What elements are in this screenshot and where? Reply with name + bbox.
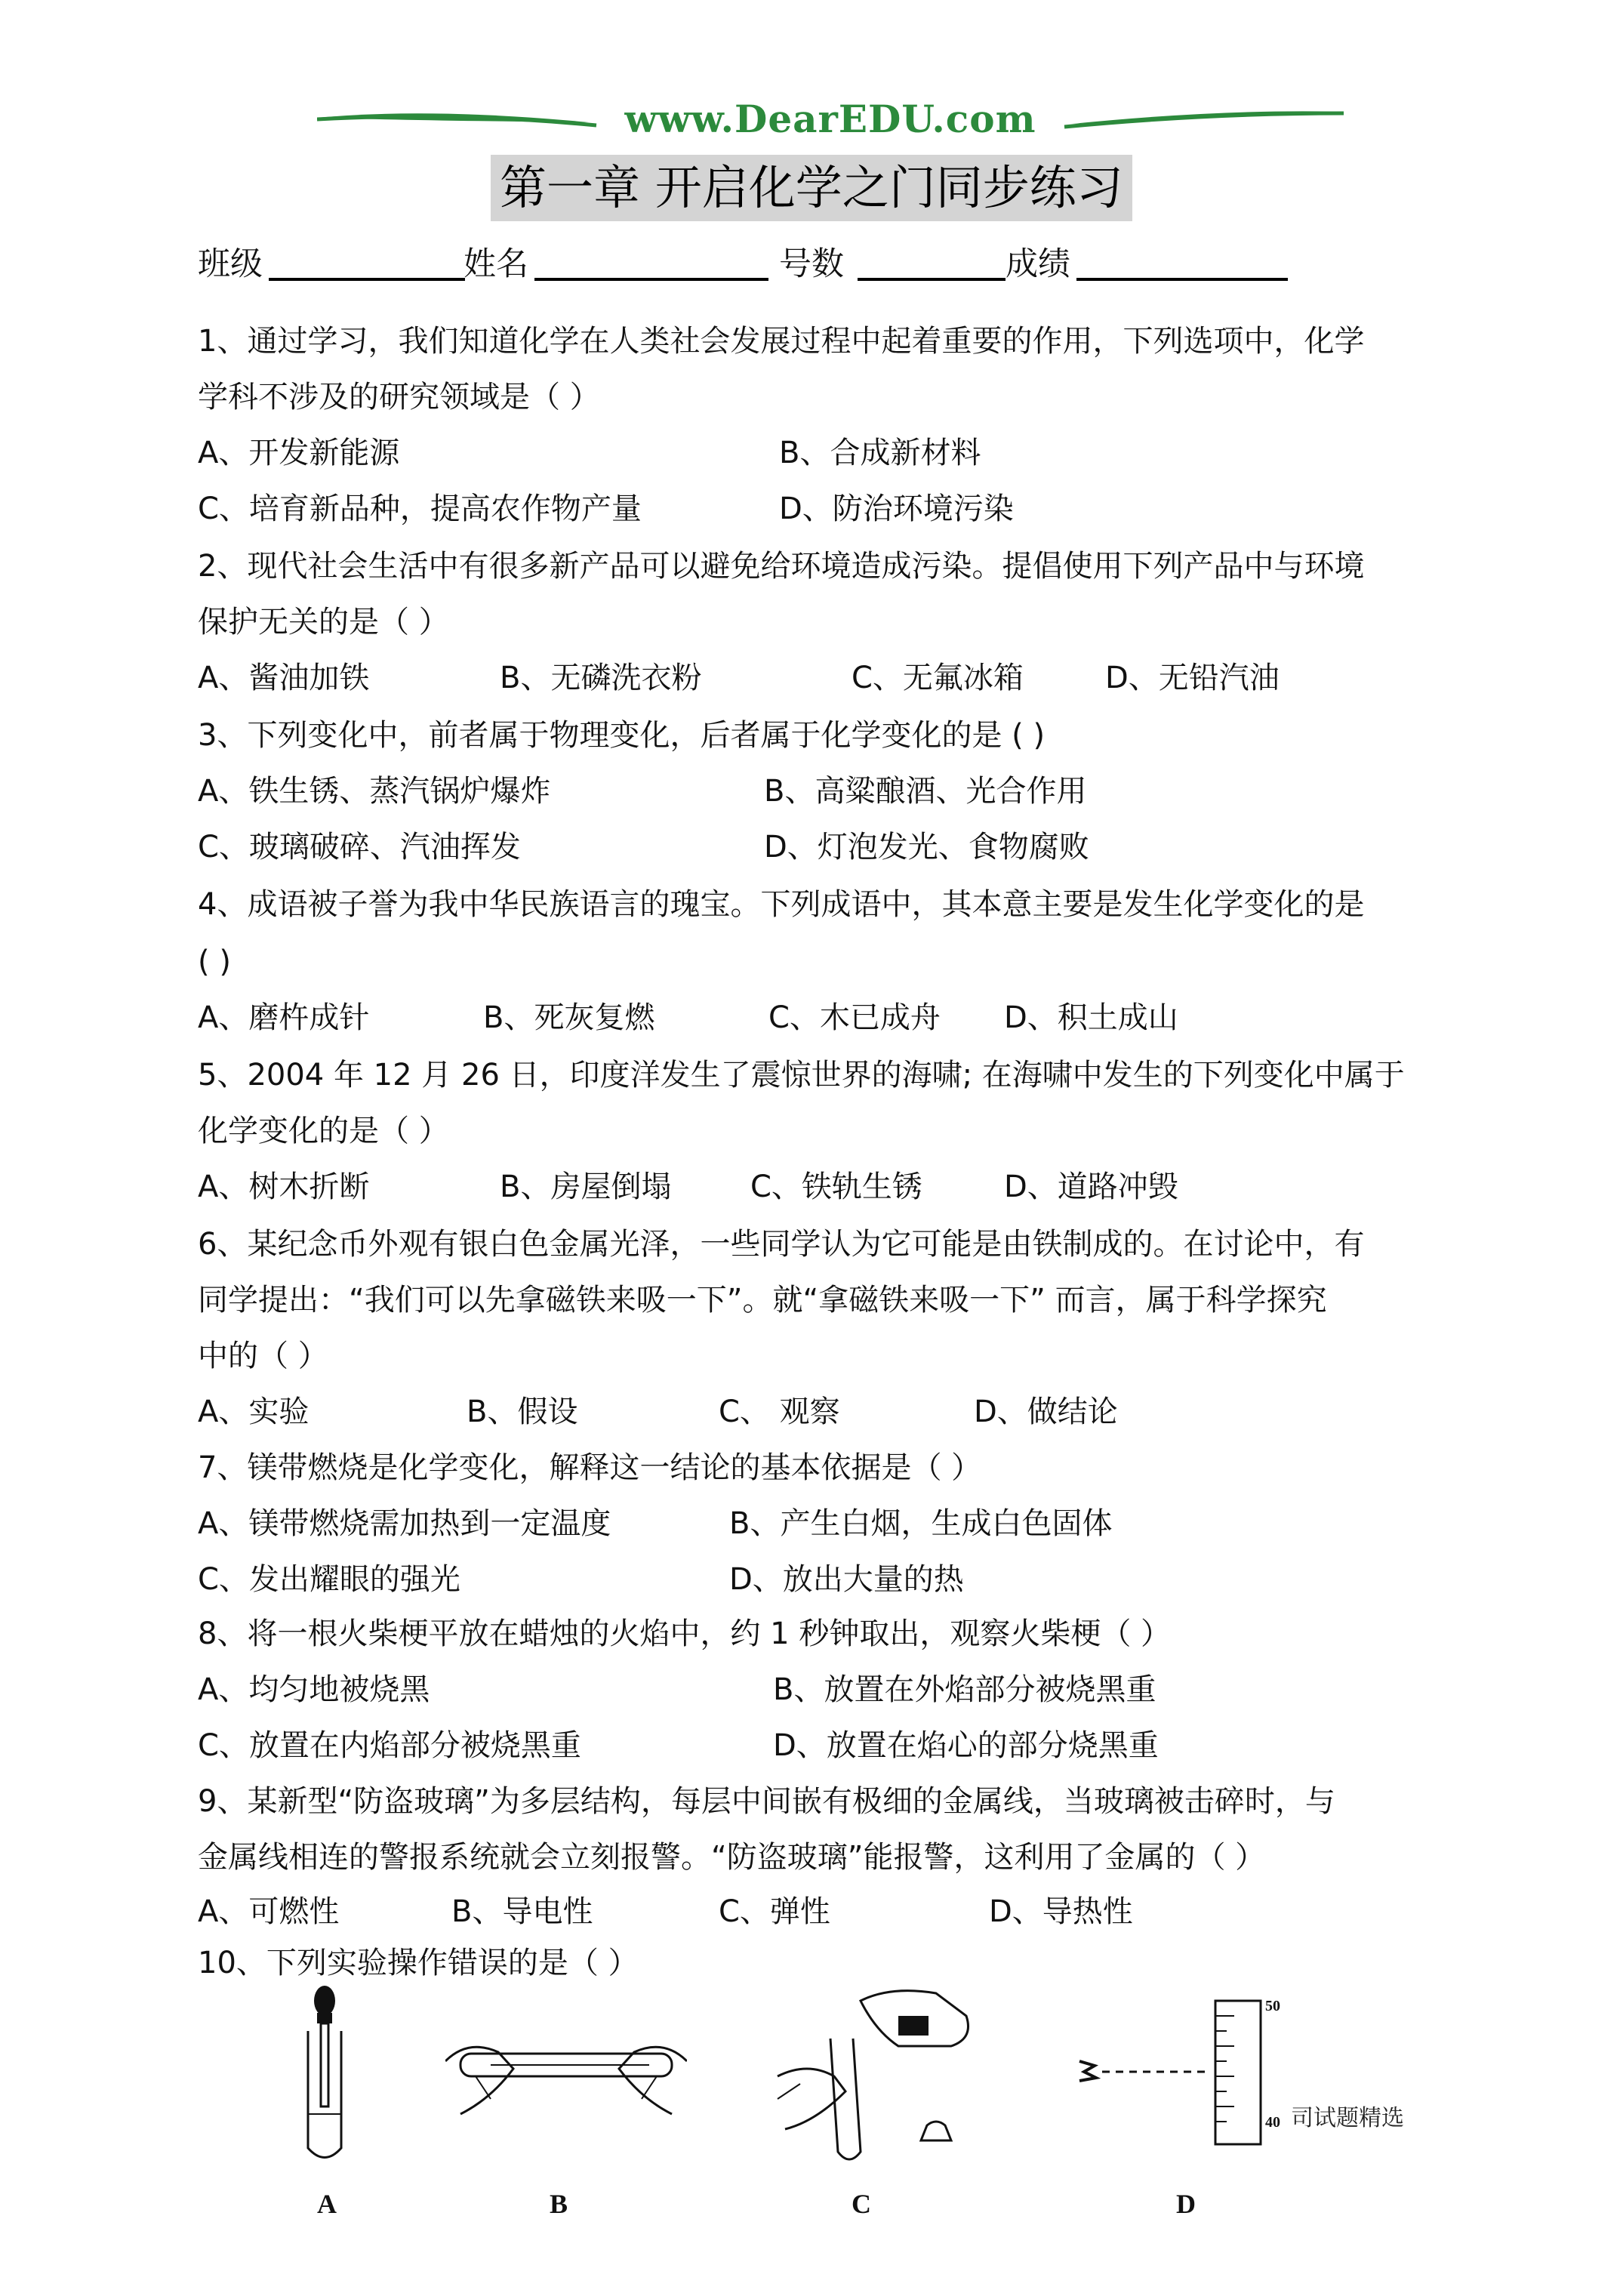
class-field[interactable] bbox=[269, 242, 465, 293]
q3-option-d[interactable]: D、灯泡发光、食物腐败 bbox=[764, 830, 1089, 864]
q3-option-b[interactable]: B、高粱酿酒、光合作用 bbox=[764, 774, 1087, 809]
graduated-cylinder-icon bbox=[1072, 1993, 1298, 2174]
number-field[interactable] bbox=[858, 242, 1006, 293]
q6-option-a[interactable]: A、实验 bbox=[198, 1395, 310, 1429]
dropper-in-tube-icon bbox=[287, 1978, 362, 2174]
question-4-text: 4、成语被子誉为我中华民族语言的瑰宝。下列成语中，其本意主要是发生化学变化的是 bbox=[198, 887, 1365, 922]
cylinder-tick-40: 40 bbox=[1265, 2114, 1280, 2131]
q4-option-b[interactable]: B、死灰复燃 bbox=[483, 1000, 655, 1035]
figure-label-d: D bbox=[1176, 2189, 1196, 2219]
question-10-figures bbox=[0, 1978, 1623, 2227]
score-label: 成绩 bbox=[1006, 245, 1070, 283]
site-header bbox=[317, 97, 1344, 149]
question-6-text: 6、某纪念币外观有银白色金属光泽，一些同学认为它可能是由铁制成的。在讨论中，有 bbox=[198, 1227, 1365, 1262]
figure-label-c: C bbox=[852, 2189, 871, 2219]
question-5-text: 5、2004 年 12 月 26 日，印度洋发生了震惊世界的海啸; 在海啸中发生的下列变化中属于 bbox=[198, 1058, 1405, 1093]
q2-option-b[interactable]: B、无磷洗衣粉 bbox=[500, 661, 702, 695]
q6-option-b[interactable]: B、假设 bbox=[467, 1395, 578, 1429]
figure-label-a: A bbox=[317, 2189, 337, 2219]
q4-option-d[interactable]: D、积土成山 bbox=[1004, 1000, 1178, 1035]
q7-option-d[interactable]: D、放出大量的热 bbox=[729, 1562, 964, 1597]
question-7-text: 7、镁带燃烧是化学变化，解释这一结论的基本依据是（ ） bbox=[198, 1450, 982, 1485]
q5-option-b[interactable]: B、房屋倒塌 bbox=[500, 1170, 672, 1204]
q2-option-d[interactable]: D、无铅汽油 bbox=[1105, 661, 1280, 695]
pouring-liquid-icon bbox=[762, 1978, 989, 2174]
question-6-text-cont2: 中的（ ） bbox=[198, 1339, 328, 1373]
q7-option-b[interactable]: B、产生白烟，生成白色固体 bbox=[729, 1506, 1113, 1541]
q1-option-b[interactable]: B、合成新材料 bbox=[779, 436, 981, 470]
question-2-text: 2、现代社会生活中有很多新产品可以避免给环境造成污染。提倡使用下列产品中与环境 bbox=[198, 549, 1365, 584]
q8-option-a[interactable]: A、均匀地被烧黑 bbox=[198, 1672, 430, 1707]
cylinder-tick-50: 50 bbox=[1265, 1998, 1280, 2014]
q8-option-b[interactable]: B、放置在外焰部分被烧黑重 bbox=[773, 1672, 1156, 1707]
score-field[interactable] bbox=[1076, 242, 1288, 293]
q1-option-c[interactable]: C、培育新品种，提高农作物产量 bbox=[198, 492, 642, 526]
q3-option-a[interactable]: A、铁生锈、蒸汽锅炉爆炸 bbox=[198, 774, 551, 809]
q6-option-c[interactable]: C、 观察 bbox=[719, 1395, 840, 1429]
question-6-text-cont: 同学提出：“我们可以先拿磁铁来吸一下”。就“拿磁铁来吸一下” 而言，属于科学探究 bbox=[198, 1283, 1327, 1318]
watermark-text: 司试题精选 bbox=[1291, 2105, 1404, 2131]
name-label: 姓名 bbox=[463, 245, 528, 283]
q6-option-d[interactable]: D、做结论 bbox=[974, 1395, 1118, 1429]
question-1-text: 1、通过学习，我们知道化学在人类社会发展过程中起着重要的作用，下列选项中，化学 bbox=[198, 324, 1365, 359]
site-url[interactable]: www.DearEDU.com bbox=[624, 97, 1036, 141]
q8-option-c[interactable]: C、放置在内焰部分被烧黑重 bbox=[198, 1728, 581, 1763]
q3-option-c[interactable]: C、玻璃破碎、汽油挥发 bbox=[198, 830, 521, 864]
q5-option-d[interactable]: D、道路冲毁 bbox=[1004, 1170, 1178, 1204]
q1-option-a[interactable]: A、开发新能源 bbox=[198, 436, 400, 470]
question-2-text-cont: 保护无关的是（ ） bbox=[198, 605, 449, 639]
q5-option-a[interactable]: A、树木折断 bbox=[198, 1170, 370, 1204]
q4-option-a[interactable]: A、磨杵成针 bbox=[198, 1000, 370, 1035]
q5-option-c[interactable]: C、铁轨生锈 bbox=[750, 1170, 922, 1204]
q2-option-a[interactable]: A、酱油加铁 bbox=[198, 661, 370, 695]
question-1-text-cont: 学科不涉及的研究领域是（ ） bbox=[198, 380, 600, 415]
question-8-text: 8、将一根火柴梗平放在蜡烛的火焰中，约 1 秒钟取出，观察火柴梗（ ） bbox=[198, 1616, 1172, 1651]
q9-option-d[interactable]: D、导热性 bbox=[989, 1894, 1133, 1929]
question-9-text-cont: 金属线相连的警报系统就会立刻报警。“防盗玻璃”能报警，这利用了金属的（ ） bbox=[198, 1840, 1266, 1875]
q9-option-a[interactable]: A、可燃性 bbox=[198, 1894, 340, 1929]
hands-holding-tube-icon bbox=[445, 2008, 687, 2137]
number-label: 号数 bbox=[779, 245, 844, 283]
q9-option-b[interactable]: B、导电性 bbox=[451, 1894, 593, 1929]
q4-option-c[interactable]: C、木已成舟 bbox=[768, 1000, 941, 1035]
question-3-text: 3、下列变化中，前者属于物理变化，后者属于化学变化的是 ( ) bbox=[198, 718, 1046, 753]
q8-option-d[interactable]: D、放置在焰心的部分烧黑重 bbox=[773, 1728, 1159, 1763]
q9-option-c[interactable]: C、弹性 bbox=[719, 1894, 830, 1929]
q7-option-a[interactable]: A、镁带燃烧需加热到一定温度 bbox=[198, 1506, 611, 1541]
question-10-text: 10、下列实验操作错误的是（ ） bbox=[198, 1946, 639, 1980]
name-field[interactable] bbox=[534, 242, 768, 293]
page-title: 第一章 开启化学之门同步练习 bbox=[491, 155, 1132, 221]
question-9-text: 9、某新型“防盗玻璃”为多层结构，每层中间嵌有极细的金属线，当玻璃被击碎时，与 bbox=[198, 1784, 1335, 1819]
q7-option-c[interactable]: C、发出耀眼的强光 bbox=[198, 1562, 460, 1597]
question-5-text-cont: 化学变化的是（ ） bbox=[198, 1114, 449, 1148]
q1-option-d[interactable]: D、防治环境污染 bbox=[779, 492, 1014, 526]
figure-label-b: B bbox=[550, 2189, 568, 2219]
q2-option-c[interactable]: C、无氟冰箱 bbox=[852, 661, 1024, 695]
class-label: 班级 bbox=[198, 245, 263, 283]
question-4-text-cont: ( ) bbox=[198, 945, 231, 979]
